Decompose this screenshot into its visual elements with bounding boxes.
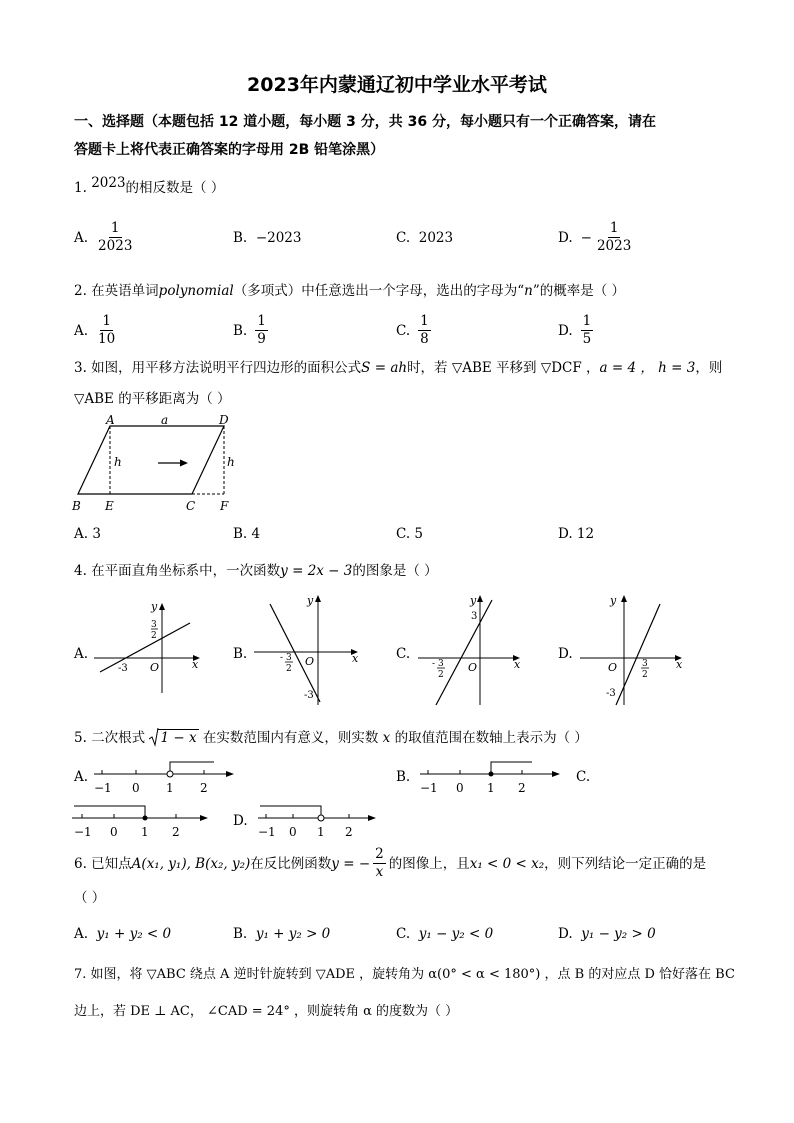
- q3-formula: S = ah: [361, 360, 408, 376]
- q6-option-c[interactable]: [396, 926, 493, 942]
- q6-text-pre: 6. 已知点: [74, 855, 132, 872]
- radicand: 1 − x: [160, 730, 197, 746]
- option-label: D.: [558, 229, 573, 246]
- q4-function: y = 2x − 3: [280, 563, 353, 579]
- q6-option-d[interactable]: [558, 926, 656, 942]
- range-bracket: [74, 806, 145, 818]
- tick-label: 2: [345, 825, 353, 839]
- y-label: y: [151, 600, 158, 613]
- label-E: E: [105, 499, 114, 513]
- label-a: a: [161, 414, 169, 427]
- q2-word: polynomial: [158, 283, 234, 299]
- tick-label: 0: [132, 781, 140, 795]
- tick-label: 2: [518, 781, 526, 795]
- arrow-icon: [552, 771, 560, 777]
- option-text: 2023: [418, 230, 454, 246]
- arrow-icon: [200, 815, 208, 821]
- y-axis-arrow-icon: [159, 603, 165, 610]
- fraction-numerator: 1: [609, 220, 619, 236]
- fraction-denominator: 2023: [98, 238, 133, 254]
- sqrt-expression: [149, 728, 198, 748]
- q2-option-b[interactable]: [233, 313, 271, 348]
- q4-option-c[interactable]: C.: [396, 646, 411, 662]
- q5-text-pre: 5. 二次根式: [74, 730, 146, 746]
- x-label: x: [514, 658, 521, 671]
- function-line: [436, 600, 492, 705]
- fraction-numerator: 1: [420, 313, 429, 329]
- q2-option-d[interactable]: [558, 313, 596, 348]
- q3-condition: a = 4 ， h = 3: [599, 360, 696, 376]
- q2-letter: n: [524, 283, 533, 299]
- q3-option-a[interactable]: A. 3: [74, 526, 101, 542]
- tick-label-numerator: 3: [151, 620, 157, 630]
- fraction: [255, 313, 268, 348]
- tick-label: 2: [172, 825, 180, 839]
- sqrt-icon: [149, 727, 159, 747]
- section-heading-line2: 答题卡上将代表正确答案的字母用 2B 铅笔涂黑）: [74, 142, 385, 158]
- question-1: [74, 175, 225, 198]
- option-label: D.: [558, 926, 573, 942]
- tick-label: 1: [141, 825, 149, 839]
- x-label: x: [352, 652, 359, 665]
- option-text: y₁ + y₂ < 0: [96, 926, 172, 942]
- option-label: B.: [233, 230, 248, 246]
- tick-label: 1: [487, 781, 495, 795]
- q3-text-b: 时，若 ▽ABE 平移到 ▽DCF ，: [407, 360, 600, 376]
- q1-text: 的相反数是（ ）: [125, 180, 225, 196]
- tick-label-sign: -: [280, 653, 284, 663]
- option-label: A.: [74, 926, 89, 942]
- fraction-numerator: 1: [110, 220, 120, 236]
- tick-label: 3: [471, 611, 478, 622]
- tick-label-numerator: 3: [438, 659, 444, 669]
- origin-label: O: [150, 661, 160, 674]
- parallelogram: [78, 426, 224, 494]
- tick-label: -3: [304, 690, 314, 701]
- tick-label-denominator: 2: [286, 664, 292, 674]
- y-axis-arrow-icon: [621, 595, 627, 602]
- q2-text-post: ”的概率是（ ）: [532, 283, 626, 299]
- q6-points: A(x₁, y₁), B(x₂, y₂): [131, 855, 251, 872]
- question-6: [74, 846, 706, 881]
- q2-option-c[interactable]: [396, 313, 434, 348]
- q3-text-a: 3. 如图，用平移方法说明平行四边形的面积公式: [74, 360, 362, 376]
- fraction: [96, 313, 117, 348]
- fraction: [373, 846, 386, 881]
- page-title: 2023年内蒙通辽初中学业水平考试: [247, 74, 547, 96]
- fraction: [418, 313, 431, 348]
- fraction-denominator: x: [375, 864, 384, 880]
- fraction-numerator: 2: [375, 846, 384, 862]
- function-line: [616, 604, 660, 705]
- origin-label: O: [305, 655, 315, 668]
- question-4: [74, 561, 438, 581]
- tick-label-denominator: 2: [151, 631, 157, 641]
- q3-option-d[interactable]: D. 12: [558, 526, 595, 542]
- q2-text-mid: （多项式）中任意选出一个字母，选出的字母为“: [233, 283, 525, 299]
- label-h-right: h: [227, 455, 235, 469]
- closed-point: [143, 816, 148, 821]
- label-F: F: [220, 499, 229, 513]
- y-label: y: [470, 594, 477, 607]
- range-bracket: [170, 762, 214, 771]
- fraction-numerator: 1: [102, 313, 111, 329]
- arrow-icon: [368, 815, 376, 821]
- label-h-left: h: [114, 455, 122, 469]
- arrow-icon: [226, 771, 234, 777]
- q5-variable: x: [382, 730, 391, 746]
- option-text: −2023: [255, 230, 302, 246]
- y-axis-arrow-icon: [315, 595, 321, 602]
- q5-text-post: 的取值范围在数轴上表示为（ ）: [394, 730, 588, 746]
- q4-option-a[interactable]: A.: [74, 646, 89, 662]
- tick-label: −1: [74, 825, 92, 839]
- q3-option-c[interactable]: C. 5: [396, 526, 424, 542]
- number-line-c: [66, 800, 216, 844]
- q4-option-b[interactable]: B.: [233, 646, 248, 662]
- q1-value: 2023: [91, 175, 126, 191]
- q3-text-c: ，则: [695, 360, 723, 376]
- tick-label-denominator: 2: [438, 670, 444, 680]
- tick-label: −1: [94, 781, 112, 795]
- number-line-a: [88, 756, 238, 800]
- option-label: A.: [74, 229, 89, 246]
- q1-option-c[interactable]: [396, 230, 453, 246]
- q5-option-b[interactable]: B.: [396, 769, 411, 785]
- q6-line2: （ ）: [74, 890, 106, 906]
- y-label: y: [307, 594, 314, 607]
- q6-text-post: ，则下列结论一定正确的是: [544, 855, 707, 872]
- option-label: C.: [396, 926, 411, 942]
- graph-d: [576, 590, 694, 708]
- label-A: A: [106, 414, 115, 427]
- range-bracket: [491, 762, 532, 774]
- q6-option-b[interactable]: [233, 926, 330, 942]
- fraction: [96, 220, 134, 255]
- x-label: x: [192, 658, 199, 671]
- q6-text-mid2: 的图像上，且: [388, 855, 470, 872]
- range-bracket: [260, 806, 321, 815]
- q1-option-d[interactable]: [558, 220, 636, 255]
- origin-label: O: [468, 661, 478, 674]
- section-heading: [74, 108, 724, 164]
- tick-label: -3: [606, 688, 616, 699]
- tick-label: 1: [166, 781, 174, 795]
- closed-point: [489, 772, 494, 777]
- q3-option-b[interactable]: B. 4: [233, 526, 261, 542]
- tick-label-denominator: 2: [642, 670, 648, 680]
- graph-b: [248, 590, 366, 708]
- x-label: x: [676, 658, 683, 671]
- arrow-icon: [180, 460, 188, 467]
- question-5: [74, 728, 588, 748]
- fraction-denominator: 10: [98, 331, 116, 347]
- q1-option-a[interactable]: [74, 220, 137, 255]
- open-point: [167, 771, 173, 777]
- question-2: [74, 281, 625, 301]
- fraction: [581, 313, 594, 348]
- q6-option-a[interactable]: [74, 926, 171, 942]
- question-3: [74, 358, 722, 378]
- option-text: y₁ − y₂ < 0: [418, 926, 494, 942]
- question-7-line2: 边上，若 DE ⊥ AC， ∠CAD = 24° ，则旋转角 α 的度数为（ ）: [74, 1004, 459, 1019]
- number-line-d: [252, 800, 382, 844]
- fraction-numerator: 1: [582, 313, 592, 329]
- label-C: C: [186, 499, 196, 513]
- fraction-denominator: 5: [582, 331, 592, 347]
- option-label: D.: [558, 322, 573, 339]
- tick-label-numerator: 3: [286, 653, 292, 663]
- label-D: D: [219, 414, 229, 427]
- tick-label-sign: -: [432, 659, 436, 669]
- q2-text-pre: 2. 在英语单词: [74, 283, 159, 299]
- parallelogram-figure: [68, 414, 248, 514]
- fraction-numerator: 1: [257, 313, 266, 329]
- function-line: [270, 604, 320, 702]
- minus-sign: −: [580, 229, 592, 246]
- option-label: C.: [396, 230, 411, 246]
- q6-text-mid: 在反比例函数: [250, 855, 332, 872]
- q5-option-c[interactable]: C.: [576, 769, 591, 785]
- section-heading-line1: 一、选择题（本题包括 12 道小题，每小题 3 分，共 36 分，每小题只有一个正确答案，请在: [74, 114, 656, 130]
- tick-label: 0: [110, 825, 118, 839]
- option-label: A.: [74, 322, 89, 339]
- q3-line2: ▽ABE 的平移距离为（ ）: [74, 391, 231, 407]
- y-label: y: [610, 594, 617, 607]
- option-label: C.: [396, 322, 411, 339]
- label-B: B: [72, 499, 81, 513]
- fraction-denominator: 9: [257, 331, 266, 347]
- tick-label: -3: [118, 663, 128, 674]
- q1-option-b[interactable]: [233, 230, 301, 246]
- function-line: [100, 623, 190, 672]
- q6-condition: x₁ < 0 < x₂: [469, 855, 545, 872]
- number-line-b: [414, 756, 564, 800]
- q1-number: 1.: [74, 180, 87, 196]
- origin-label: O: [608, 661, 618, 674]
- q5-option-a[interactable]: A.: [74, 769, 89, 785]
- q6-function: y = −: [331, 855, 371, 872]
- tick-label: 0: [289, 825, 297, 839]
- option-text: y₁ + y₂ > 0: [255, 926, 331, 942]
- option-label: B.: [233, 322, 248, 339]
- q4-text-b: 的图象是（ ）: [352, 563, 438, 579]
- graph-a: [88, 598, 208, 698]
- q4-text-a: 4. 在平面直角坐标系中，一次函数: [74, 563, 281, 579]
- tick-label-numerator: 3: [642, 659, 648, 669]
- question-7-line1: 7. 如图，将 ▽ABC 绕点 A 逆时针旋转到 ▽ADE ，旋转角为 α(0° < α < 180°) ，点 B 的对应点 D 恰好落在 BC: [74, 967, 735, 982]
- q4-option-d[interactable]: D.: [558, 646, 573, 662]
- y-axis-arrow-icon: [477, 595, 483, 602]
- tick-label: 1: [317, 825, 325, 839]
- tick-label: −1: [420, 781, 438, 795]
- q5-text-mid: 在实数范围内有意义，则实数: [202, 730, 379, 746]
- option-text: y₁ − y₂ > 0: [581, 926, 656, 942]
- option-label: B.: [233, 926, 248, 942]
- q2-option-a[interactable]: [74, 313, 120, 348]
- graph-c: [414, 590, 532, 708]
- open-point: [318, 815, 324, 821]
- q5-option-d[interactable]: D.: [233, 813, 248, 829]
- tick-label: −1: [258, 825, 276, 839]
- tick-label: 2: [200, 781, 208, 795]
- fraction-denominator: 2023: [596, 238, 632, 254]
- fraction-denominator: 8: [420, 331, 429, 347]
- fraction: [595, 220, 633, 255]
- tick-label: 0: [456, 781, 464, 795]
